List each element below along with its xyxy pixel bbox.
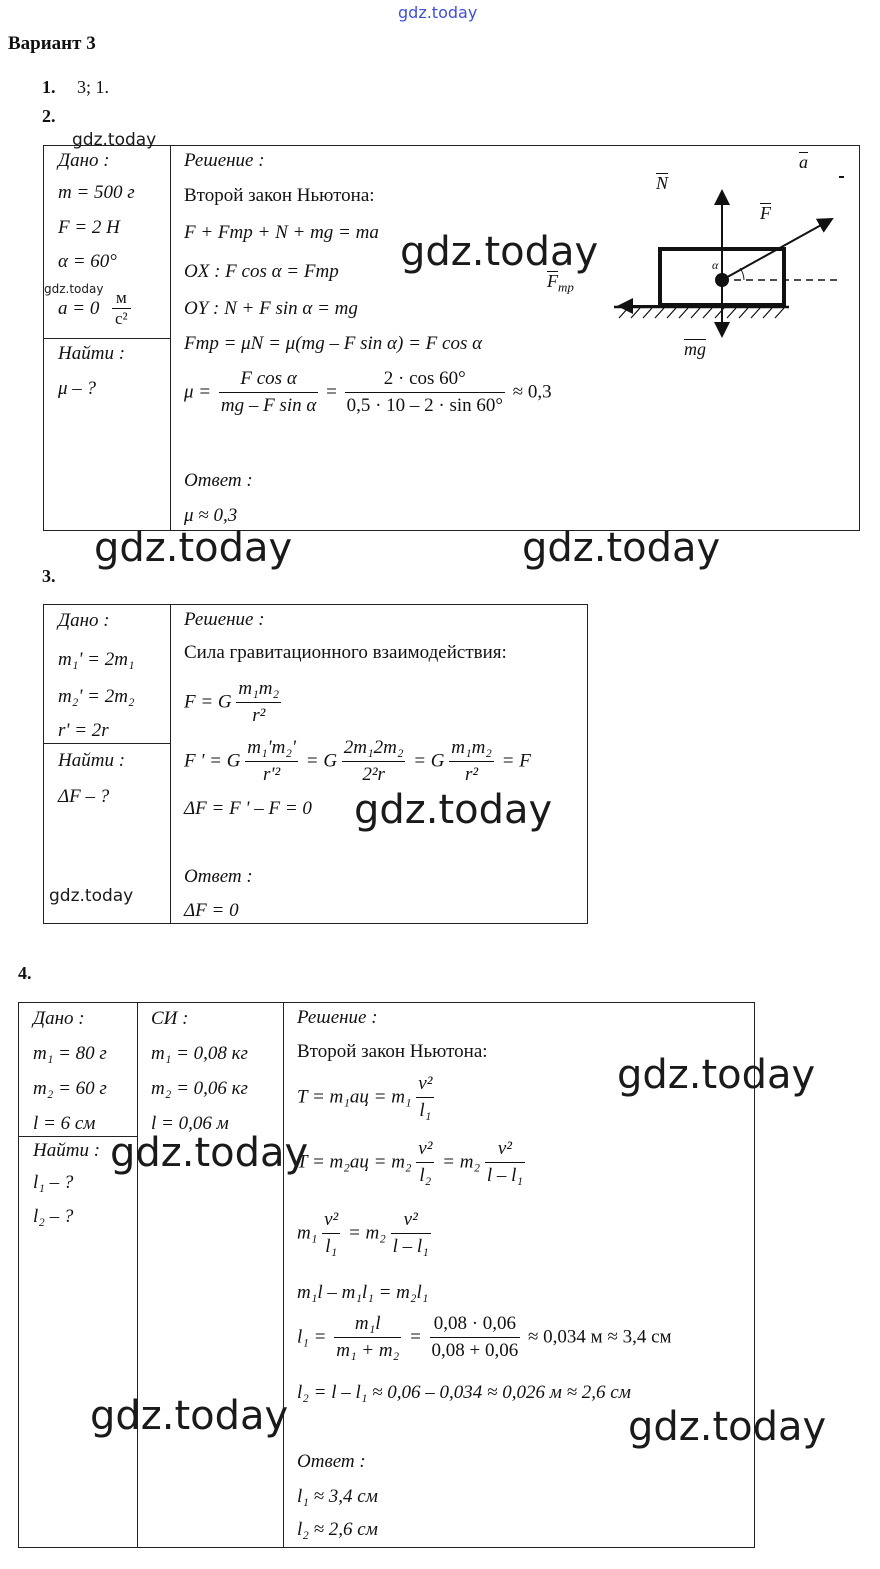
equation-oy: OY : N + F sin α = mg (184, 298, 358, 319)
equation-mu: μ = $\frac{\text{F cos α}}{\text{mg – F sin α}}$ = $\frac{2 \cdot \cos 60^\circ}{0,5 \cdot 10 - 2 \cdot \sin 60^\circ}$ ≈ 0,3 (184, 368, 552, 416)
watermark: gdz.today (522, 525, 721, 571)
watermark: gdz.today (44, 282, 104, 296)
find-value: ΔF – ? (58, 786, 110, 807)
law-text: Второй закон Ньютона: (297, 1041, 488, 1062)
given-m2: m₂' = 2m₂ (58, 686, 135, 707)
given-mass: m = 500 г (58, 182, 135, 203)
answer-value: μ ≈ 0,3 (184, 505, 238, 526)
watermark: gdz.today (628, 1404, 827, 1450)
answer-l1: l₁ ≈ 3,4 см (297, 1486, 378, 1507)
law-text: Сила гравитационного взаимодействия: (184, 642, 507, 663)
diagram-label-n: N (656, 173, 669, 193)
find-label: Найти : (33, 1140, 101, 1161)
equation-gravity: F = G $\frac{\text{m₁m₂}}{\text{r²}}$ (184, 678, 280, 726)
equation-l2: l₂ = l – l₁ ≈ 0,06 – 0,034 ≈ 0,026 м ≈ 2,6 см (297, 1382, 631, 1403)
equation-ox: OX : F cos α = Fтр (184, 261, 339, 282)
answer-label: Ответ : (184, 866, 253, 887)
problem-1-answer: 3; 1. (77, 77, 110, 97)
watermark: gdz.today (94, 525, 293, 571)
solution-label: Решение : (184, 150, 265, 171)
answer-l2: l₂ ≈ 2,6 см (297, 1519, 378, 1540)
watermark: gdz.today (400, 229, 599, 275)
equation-friction: Fтр = μN = μ(mg – F sin α) = F cos α (184, 333, 483, 354)
equation-rearranged: m₁l – m₁l₁ = m₂l₁ (297, 1282, 429, 1303)
given-r: r' = 2r (58, 720, 109, 741)
diagram-label-mg: mg (684, 339, 706, 359)
given-m1: m₁ = 80 г (33, 1043, 107, 1064)
watermark: gdz.today (72, 130, 157, 150)
equation-delta: ΔF = F ' – F = 0 (184, 798, 312, 819)
answer-label: Ответ : (297, 1451, 366, 1472)
problem-2-number: 2. (42, 106, 56, 126)
solution-label: Решение : (297, 1007, 378, 1028)
law-text: Второй закон Ньютона: (184, 185, 375, 206)
top-watermark: gdz.today (398, 3, 478, 22)
watermark: gdz.today (354, 787, 553, 833)
diagram-label-a: a (799, 152, 808, 172)
si-m1: m₁ = 0,08 кг (151, 1043, 248, 1064)
given-m2: m₂ = 60 г (33, 1078, 107, 1099)
given-acceleration: a = 0 (58, 298, 100, 319)
answer-value: ΔF = 0 (184, 900, 239, 921)
find-value: μ – ? (58, 378, 97, 399)
page-title: Вариант 3 (8, 33, 96, 54)
given-label: Дано : (58, 610, 110, 631)
watermark: gdz.today (110, 1130, 309, 1176)
problem-4-number: 4. (18, 963, 32, 983)
si-label: СИ : (151, 1008, 189, 1029)
watermark: gdz.today (49, 886, 134, 906)
diagram-label-alpha: α (712, 258, 719, 272)
diagram-label-ftr: $F_{тр}$ (547, 271, 574, 295)
solution-label: Решение : (184, 609, 265, 630)
equation-l1: l₁ = $\frac{\text{m₁l}}{\text{m₁ + m₂}}$ = $\frac{0,08 \cdot 0,06}{0,08 + 0,06}$ ≈ 0,034 м ≈ 3,4 см (297, 1313, 672, 1361)
given-acceleration-unit: м с² (112, 288, 131, 329)
equation-tension-1: T = m₁aц = m₁ $\frac{\text{v²}}{\text{l₁}}$ (297, 1073, 433, 1121)
given-label: Дано : (58, 150, 110, 171)
problem-2-box (43, 145, 860, 531)
problem-1-number: 1. (42, 77, 56, 97)
given-label: Дано : (33, 1008, 85, 1029)
problem-3-number: 3. (42, 566, 56, 586)
find-label: Найти : (58, 750, 126, 771)
answer-label: Ответ : (184, 470, 253, 491)
equation-gravity-new: F ' = G $\frac{\text{m₁'m₂'}}{\text{r'²}}$ = G $\frac{\text{2m₁2m₂}}{\text{2²r}}$ = G $\frac{\text{m₁m₂}}{\text{r²}}$ = F (184, 737, 531, 785)
given-force: F = 2 Н (58, 217, 120, 238)
find-label: Найти : (58, 343, 126, 364)
given-length: l = 6 см (33, 1113, 96, 1134)
find-l2: l₂ – ? (33, 1206, 74, 1227)
watermark: gdz.today (617, 1052, 816, 1098)
diagram-label-f: F (760, 203, 771, 223)
problem-3-box (43, 604, 588, 924)
watermark: gdz.today (90, 1393, 289, 1439)
find-l1: l₁ – ? (33, 1172, 74, 1193)
given-angle: α = 60° (58, 251, 117, 272)
equation-tension-2: T = m₂aц = m₂ $\frac{\text{v²}}{\text{l₂}}$ = m₂ $\frac{\text{v²}}{\text{l – l₁}}$ (297, 1138, 523, 1186)
given-m1: m₁' = 2m₁ (58, 649, 135, 670)
si-m2: m₂ = 0,06 кг (151, 1078, 248, 1099)
si-length: l = 0,06 м (151, 1113, 229, 1134)
equation-equality: m₁ $\frac{\text{v²}}{\text{l₁}}$ = m₂ $\frac{\text{v²}}{\text{l – l₁}}$ (297, 1209, 429, 1257)
equation-vector: F + Fтр + N + mg = ma (184, 222, 379, 243)
